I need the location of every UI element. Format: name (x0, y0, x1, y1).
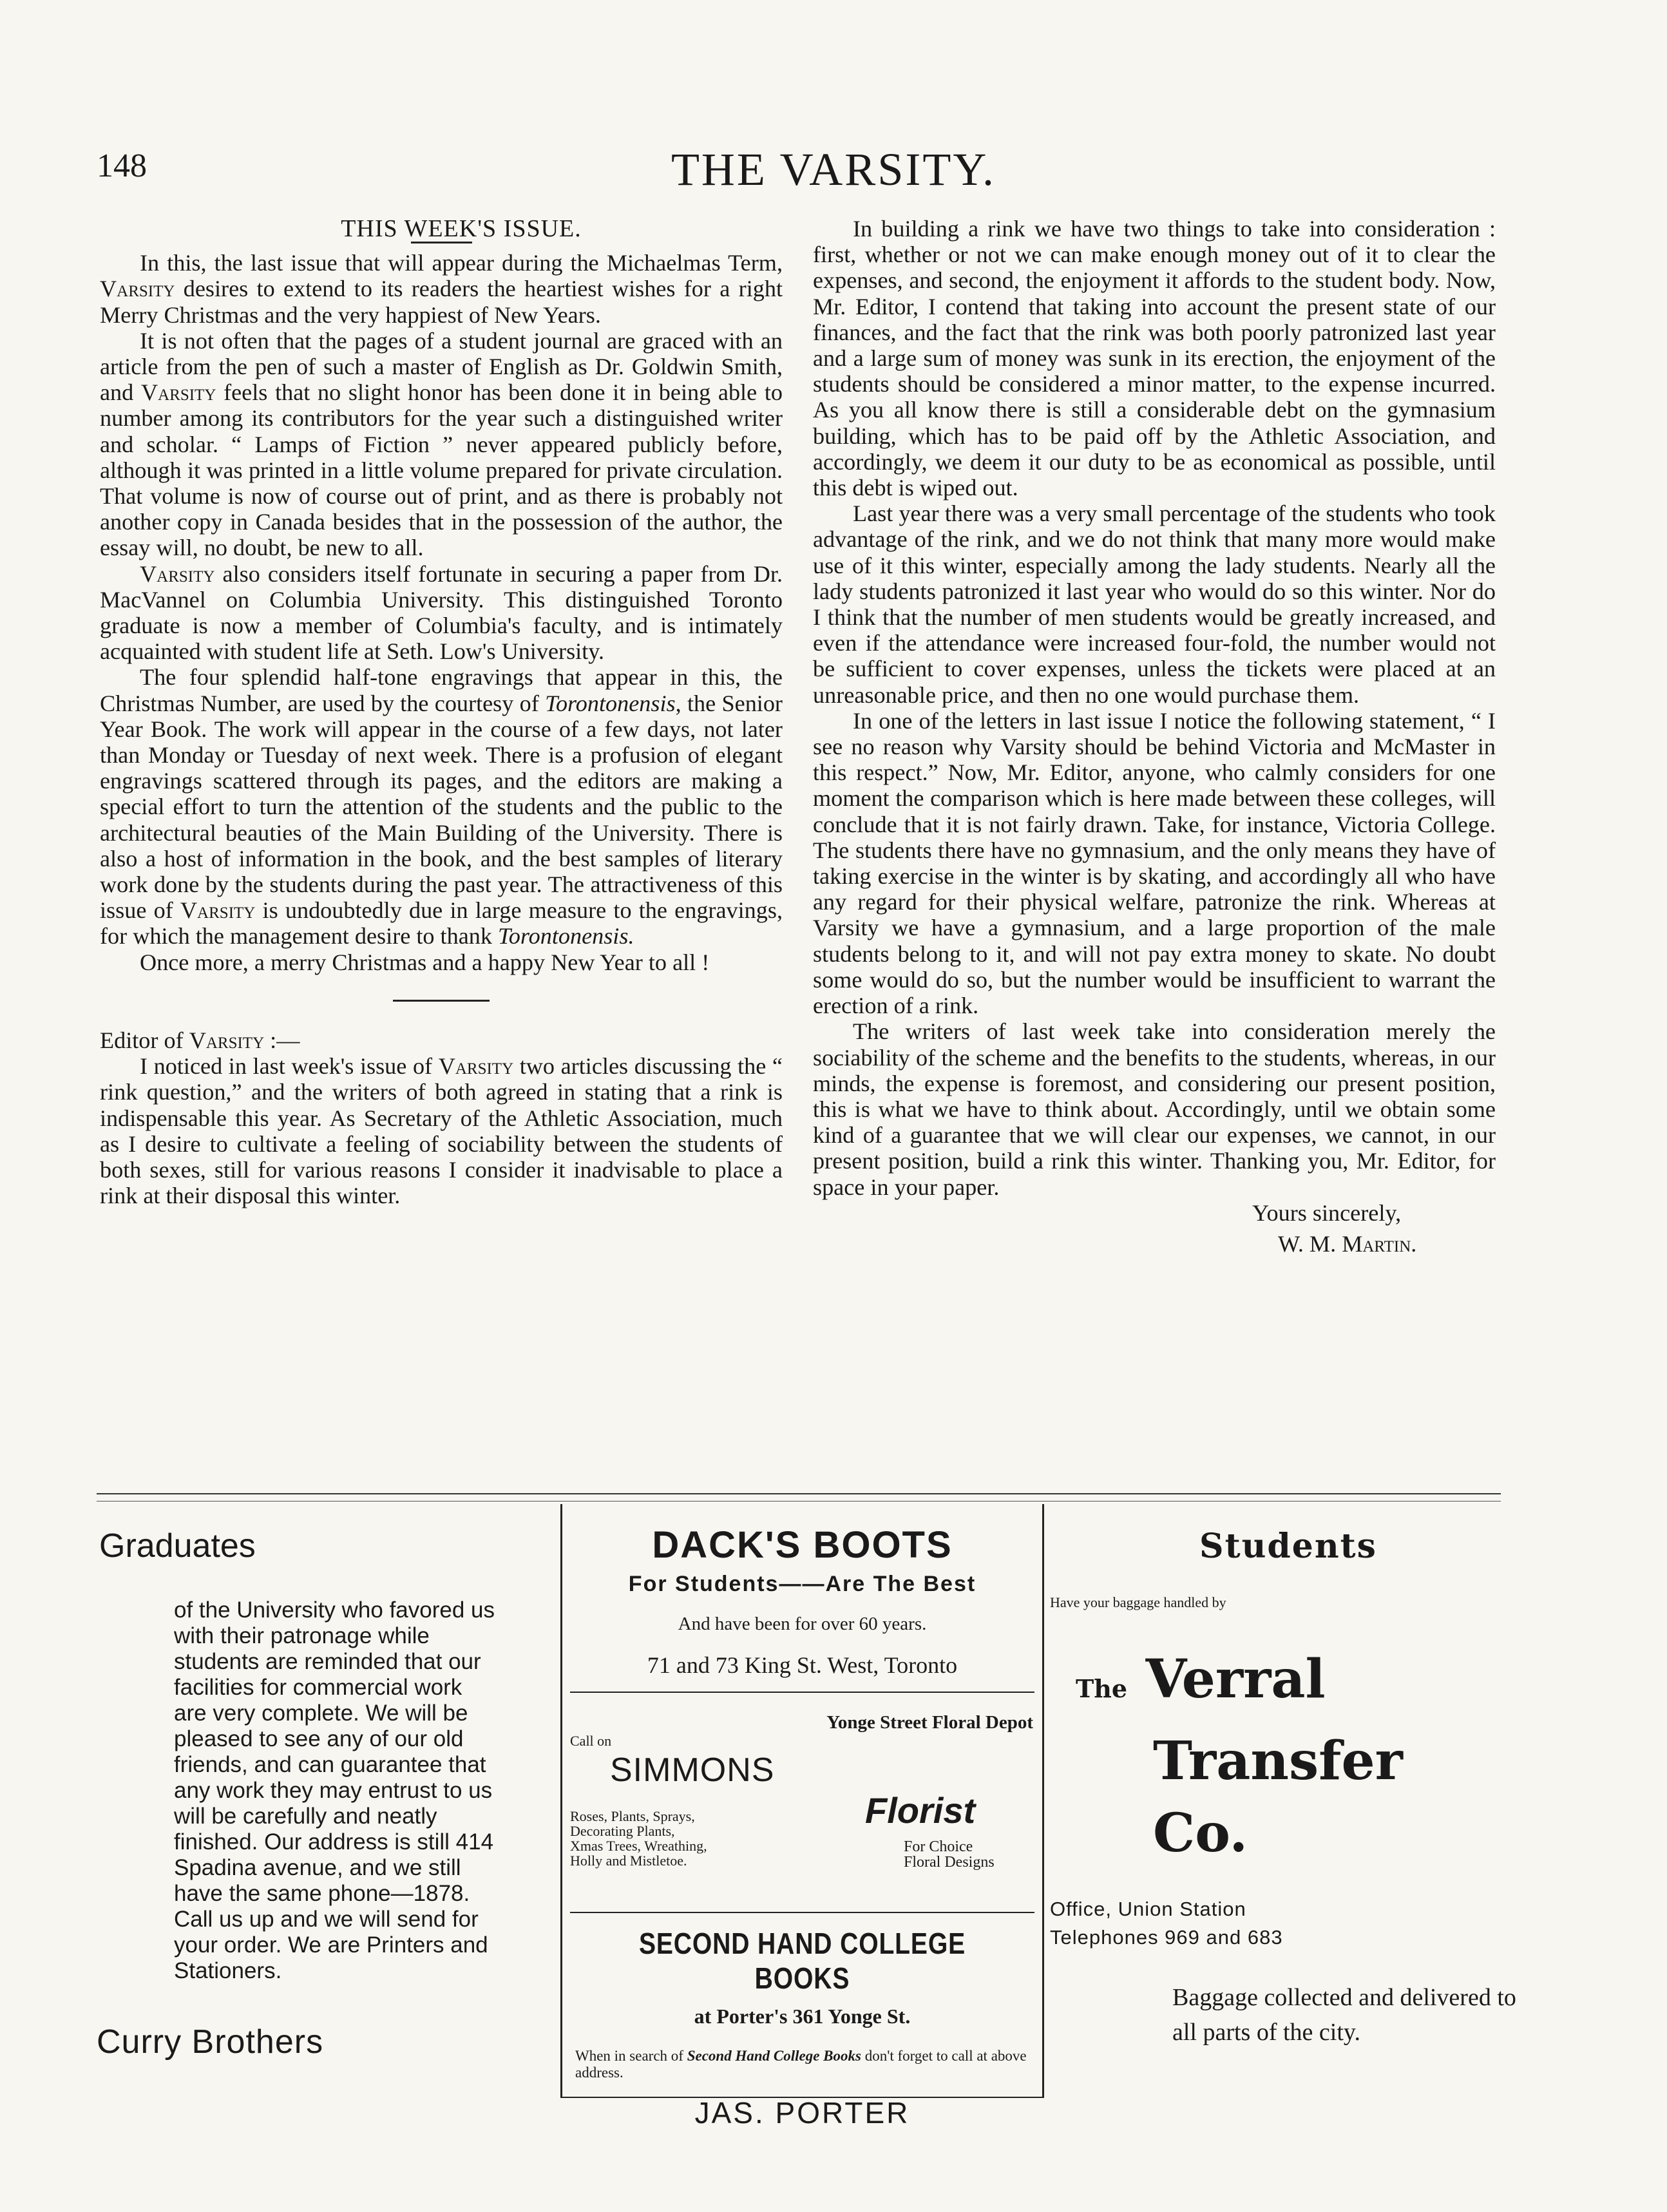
ad-books-note (562, 2048, 1042, 2081)
ad-verral-line: Transfer (1153, 1730, 1403, 1792)
ad-verral-office-line: Office, Union Station (1050, 1898, 1246, 1920)
article-paragraph-1 (100, 250, 783, 328)
ad-simmons-callon: Call on (570, 1733, 612, 1749)
ad-students-subtitle: Have your baggage handled by (1050, 1594, 1226, 1610)
ads-divider-thin (97, 1501, 1501, 1502)
ad-box-center (560, 1504, 1044, 2130)
ad-simmons-florist: Florist (865, 1790, 976, 1831)
ad-verral-office (1050, 1895, 1514, 1952)
letter-paragraph-4: In one of the letters in last issue I notice the following statement, “ I see no reason why Varsity should be behind Victoria and McMaster in this respect.” Now, Mr. Editor, anyone, who calmly considers for one moment the comparison which is here made between these colleges, will conclude that it is not fairly drawn. Take, for instance, Victoria College. The students there have no gymnasium, and the only means they have of taking exercise in the winter is by skating, and accordingly all who have any regard for their physical welfare, patronize the rink. Whereas at Varsity we have a gymnasium, and a large proportion of the male students belong to it, and will not pay extra money to skate. No doubt some would do so, but the number would be insufficient to warrant the erection of a rink. (813, 707, 1496, 1019)
right-column (813, 216, 1496, 1257)
varsity-smallcaps: Varsity (189, 1027, 265, 1053)
ad-company-name: Curry Brothers (97, 2023, 324, 2061)
section-rule (393, 1000, 490, 1002)
text-run: is undoubtedly due in large measure to the engravings, for which the management desire to thank (100, 897, 783, 949)
left-column (100, 216, 783, 1208)
text-run: desires to extend to its readers the heartiest wishes for a right Merry Christmas and the very happiest of New Years. (100, 276, 783, 328)
varsity-smallcaps: Varsity (140, 560, 215, 587)
ad-dacks-since: And have been for over 60 years. (678, 1614, 927, 1634)
text-run: don't forget to call at above address. (575, 2048, 1027, 2081)
ad-verral-transfer (1050, 1527, 1514, 2050)
ad-simmons-item: Xmas Trees, Wreathing, (570, 1838, 707, 1854)
torontonensis-italic: Torontonensis. (498, 923, 634, 949)
ad-graduates-body: of the University who favored us with their patronage while students are reminded that our facilities for commercial work are very complete. We will be pleased to see any of our old friends, and can guarantee that any work they may entrust to us will be carefully and neatly finished. Our address is still 414 Spadina avenue, and we still have the same phone—1878. Call us up and we will send for your order. We are Printers and Stationers. (174, 1597, 495, 1983)
box-divider (570, 1912, 1034, 1913)
text-run: When in search of (575, 2048, 687, 2064)
page-number: 148 (97, 148, 147, 184)
ad-verral-baggage: Baggage collected and delivered to all parts of the city. (1172, 1984, 1516, 2046)
ad-simmons-items (570, 1809, 707, 1868)
text-run: It is not often that the pages of a student journal are graced with an article from the pen of such a master of English as Dr. Goldwin Smith, and (100, 327, 783, 406)
ad-curry-brothers (97, 1527, 535, 2061)
section-heading: THIS WEEK'S ISSUE. (341, 215, 582, 242)
ad-books-title: SECOND HAND COLLEGE BOOKS (638, 1927, 966, 1995)
text-run: I noticed in last week's issue of (140, 1053, 439, 1080)
ad-dacks-title: DACK'S BOOTS (652, 1524, 953, 1566)
ad-simmons-choice-line: For Choice (904, 1838, 973, 1855)
ad-dacks-address: 71 and 73 King St. West, Toronto (647, 1652, 958, 1678)
ad-simmons-item: Holly and Mistletoe. (570, 1853, 687, 1869)
letter-salutation (100, 1027, 783, 1053)
text-run: Editor of (100, 1027, 189, 1053)
ad-books-address: at Porter's 361 Yonge St. (694, 2005, 911, 2028)
text-run: :— (264, 1027, 300, 1053)
box-divider (570, 1692, 1034, 1693)
article-paragraph-2 (100, 328, 783, 561)
ads-divider (97, 1493, 1501, 1494)
ad-graduates-title: Graduates (99, 1527, 256, 1565)
varsity-smallcaps: Varsity (100, 276, 175, 302)
ad-verral-name (1050, 1643, 1514, 1869)
ad-verral-line: Co. (1153, 1802, 1248, 1864)
ad-dacks-tagline: For Students——Are The Best (628, 1572, 976, 1596)
text-run: , the Senior Year Book. The work will appear in the course of a few days, not later than Monday or Tuesday of next week. There is a profusion of elegant engravings scattered through its pages, and the editors are making a special effort to turn the attention of the students and the public to the architectural beauties of the Main Building of the University. There is also a host of information in the book, and the best samples of literary work done by the students during the past year. The attractiveness of this issue of (100, 690, 783, 924)
torontonensis-italic: Torontonensis (545, 690, 676, 716)
text-run: feels that no slight honor has been done it in being able to number among its contributors for the year such a distinguished writer and scholar. “ Lamps of Fiction ” never appeared publicly before, although it was printed in a little volume prepared for private circulation. That volume is now of course out of print, and as there is probably not another copy in Canada besides that in the possession of the author, the essay will, no doubt, be new to all. (100, 379, 783, 561)
letter-paragraph-5: The writers of last week take into consideration merely the sociability of the scheme and the benefits to the students, whereas, in our minds, the expense is foremost, and considering our present position, this is what we have to think about. Accordingly, until we obtain some kind of a guarantee that we will clear our expenses, we cannot, in our present position, build a rink this winter. Thanking you, Mr. Editor, for space in your paper. (813, 1018, 1496, 1200)
ad-simmons-choice-line: Floral Designs (904, 1854, 995, 1871)
article-paragraph-5: Once more, a merry Christmas and a happy New Year to all ! (140, 949, 710, 975)
varsity-smallcaps: Varsity (180, 897, 256, 924)
ad-simmons-depot: Yonge Street Floral Depot (826, 1712, 1033, 1733)
ad-simmons-name: SIMMONS (610, 1751, 775, 1789)
text-run: Verral (1145, 1648, 1326, 1710)
letter-paragraph-2: In building a rink we have two things to take into consideration : first, whether or not we can make enough money out of it to clear the expenses, and second, the enjoyment it affords to the student body. Now, Mr. Editor, I contend that taking into account the present state of our finances, and the fact that the rink was both poorly patronized last year and a large sum of money was sunk in its erection, the enjoyment of the students should be considered a minor matter, to the expense incurred. As you all know there is still a considerable debt on the gymnasium building, which has to be paid off by the Athletic Association, and accordingly, we deem it our duty to be as economical as possible, until this debt is wiped out. (813, 216, 1496, 501)
varsity-smallcaps: Varsity (438, 1053, 514, 1080)
text-run: two articles discussing the “ rink question,” and the writers of both agreed in stating that a rink is indispensable this year. As Secretary of the Athletic Association, much as I desire to cultivate a feeling of sociability between the students of both sexes, still for various reasons I consider it inadvisable to place a rink at their disposal this winter. (100, 1053, 783, 1209)
text-run: The four splendid half-tone engravings that appear in this, the Christmas Number, are used by the courtesy of (100, 664, 783, 716)
letter-paragraph-3: Last year there was a very small percentage of the students who took advantage of the rink, and we do not think that many more would make use of it this winter, especially among the lady students. Nearly all the lady students patronized it last year who would do so this winter. Nor do I think that the number of men students would be greatly increased, and even if the attendance were increased four-fold, the number would not be sufficient to cover expenses, unless the tickets were placed at an unreasonable price, and then no one would purchase them. (813, 501, 1496, 708)
varsity-smallcaps: Varsity (140, 379, 216, 406)
ad-simmons-item: Decorating Plants, (570, 1823, 675, 1839)
text-run-italic: Second Hand College Books (687, 2048, 861, 2064)
ad-books-proprietor: JAS. PORTER (694, 2096, 910, 2130)
text-run: also considers itself fortunate in securing a paper from Dr. MacVannel on Columbia University. This distinguished Toronto graduate is now a member of Columbia's faculty, and is intimately acquainted with student life at Seth. Low's University. (100, 560, 783, 665)
ad-students-title: Students (1199, 1527, 1377, 1566)
ad-verral-phones: Telephones 969 and 683 (1050, 1926, 1283, 1949)
article-paragraph-4 (100, 664, 783, 949)
ad-simmons-item: Roses, Plants, Sprays, (570, 1808, 695, 1824)
ad-simmons-choice (904, 1839, 995, 1870)
letter-closing: Yours sincerely, (1252, 1199, 1402, 1226)
letter-paragraph-1 (100, 1053, 783, 1208)
masthead-title: THE VARSITY. (671, 144, 996, 195)
ad-simmons (562, 1706, 1042, 1899)
ad-verral-the: The (1076, 1674, 1128, 1703)
letter-signature: W. M. Martin. (1278, 1230, 1417, 1257)
ad-verral-line (1076, 1643, 1514, 1725)
text-run: In this, the last issue that will appear during the Michaelmas Term, (140, 250, 783, 276)
article-paragraph-3 (100, 561, 783, 665)
